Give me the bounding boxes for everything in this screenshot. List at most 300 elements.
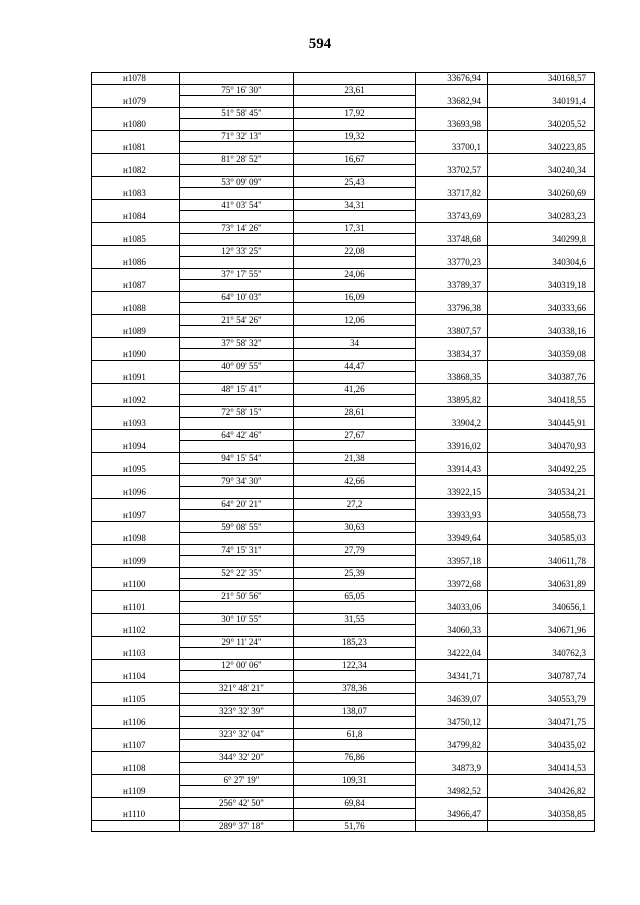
table-row	[92, 476, 595, 488]
angle-cell-empty	[180, 694, 294, 706]
x-cell-empty	[416, 821, 488, 833]
x-coordinate: 33743,69	[416, 211, 488, 223]
distance-cell-empty	[294, 211, 416, 223]
distance-cell-empty	[294, 188, 416, 200]
x-cell-empty	[416, 177, 488, 189]
angle-cell-empty	[180, 510, 294, 522]
table-row	[92, 510, 595, 522]
point-cell-empty	[92, 154, 180, 166]
x-coordinate: 33895,82	[416, 395, 488, 407]
table-row	[92, 165, 595, 177]
segment-length: 378,36	[294, 683, 416, 695]
point-cell-empty	[92, 177, 180, 189]
direction-angle: 29° 11' 24"	[180, 637, 294, 649]
table-row	[92, 637, 595, 649]
x-cell-empty	[416, 798, 488, 810]
x-cell-empty	[416, 108, 488, 120]
table-row	[92, 591, 595, 603]
point-cell-empty	[92, 706, 180, 718]
x-cell-empty	[416, 85, 488, 97]
direction-angle: 344° 32' 20"	[180, 752, 294, 764]
y-cell-empty	[488, 499, 595, 511]
y-coordinate: 340426,82	[488, 786, 595, 798]
y-coordinate: 340387,76	[488, 372, 595, 384]
distance-cell-empty	[294, 142, 416, 154]
segment-length: 17,92	[294, 108, 416, 120]
angle-cell-empty	[180, 533, 294, 545]
segment-length: 51,76	[294, 821, 416, 833]
angle-cell-empty	[180, 418, 294, 430]
x-cell-empty	[416, 154, 488, 166]
point-name: н1110	[92, 809, 180, 821]
point-name: н1102	[92, 625, 180, 637]
distance-cell-empty	[294, 464, 416, 476]
direction-angle: 6° 27' 19"	[180, 775, 294, 787]
angle-cell-empty	[180, 372, 294, 384]
point-name: н1081	[92, 142, 180, 154]
segment-length: 12,06	[294, 315, 416, 327]
x-cell-empty	[416, 430, 488, 442]
y-cell-empty	[488, 522, 595, 534]
direction-angle: 51° 58' 45"	[180, 108, 294, 120]
x-cell-empty	[416, 338, 488, 350]
table-row	[92, 384, 595, 396]
point-cell-empty	[92, 637, 180, 649]
y-coordinate: 340534,21	[488, 487, 595, 499]
table-row	[92, 338, 595, 350]
direction-angle: 323° 32' 39"	[180, 706, 294, 718]
point-cell-empty	[92, 453, 180, 465]
table-row	[92, 487, 595, 499]
segment-length: 109,31	[294, 775, 416, 787]
table-row	[92, 717, 595, 729]
point-name: н1097	[92, 510, 180, 522]
segment-length: 34	[294, 338, 416, 350]
point-cell-empty	[92, 614, 180, 626]
point-name: н1108	[92, 763, 180, 775]
angle-cell-empty	[180, 809, 294, 821]
table-row	[92, 257, 595, 269]
angle-cell-empty	[180, 717, 294, 729]
table-row	[92, 108, 595, 120]
direction-angle: 94° 15' 54"	[180, 453, 294, 465]
angle-cell-empty	[180, 165, 294, 177]
y-cell-empty	[488, 637, 595, 649]
angle-cell-empty	[180, 625, 294, 637]
y-cell-empty	[488, 246, 595, 258]
x-coordinate: 33904,2	[416, 418, 488, 430]
point-name: н1093	[92, 418, 180, 430]
y-cell-empty	[488, 108, 595, 120]
direction-angle: 72° 58' 15"	[180, 407, 294, 419]
y-coordinate: 340787,74	[488, 671, 595, 683]
x-coordinate: 33682,94	[416, 96, 488, 108]
direction-angle: 81° 28' 52"	[180, 154, 294, 166]
point-cell-empty	[92, 131, 180, 143]
distance-cell-empty	[294, 786, 416, 798]
direction-angle: 21° 50' 56"	[180, 591, 294, 603]
y-cell-empty	[488, 752, 595, 764]
angle-cell-empty	[180, 73, 294, 85]
point-name: н1079	[92, 96, 180, 108]
y-cell-empty	[488, 476, 595, 488]
x-coordinate: 34750,12	[416, 717, 488, 729]
x-coordinate: 33693,98	[416, 119, 488, 131]
table-row	[92, 694, 595, 706]
point-name: н1096	[92, 487, 180, 499]
table-row	[92, 349, 595, 361]
y-coordinate: 340414,53	[488, 763, 595, 775]
x-coordinate: 33957,18	[416, 556, 488, 568]
segment-length: 41,26	[294, 384, 416, 396]
point-name: н1092	[92, 395, 180, 407]
angle-cell-empty	[180, 740, 294, 752]
table-row	[92, 154, 595, 166]
segment-length: 24,06	[294, 269, 416, 281]
x-cell-empty	[416, 614, 488, 626]
segment-length: 44,47	[294, 361, 416, 373]
angle-cell-empty	[180, 96, 294, 108]
x-coordinate: 33676,94	[416, 73, 488, 85]
table-row	[92, 188, 595, 200]
table-row	[92, 464, 595, 476]
table-row	[92, 85, 595, 97]
segment-length: 69,84	[294, 798, 416, 810]
point-cell-empty	[92, 729, 180, 741]
segment-length: 28,61	[294, 407, 416, 419]
angle-cell-empty	[180, 763, 294, 775]
table-row	[92, 418, 595, 430]
x-cell-empty	[416, 453, 488, 465]
table-row	[92, 671, 595, 683]
angle-cell-empty	[180, 786, 294, 798]
x-coordinate: 34639,07	[416, 694, 488, 706]
direction-angle: 256° 42' 50"	[180, 798, 294, 810]
y-cell-empty	[488, 223, 595, 235]
segment-length: 22,08	[294, 246, 416, 258]
y-coordinate: 340338,16	[488, 326, 595, 338]
y-cell-empty	[488, 200, 595, 212]
y-cell-empty	[488, 361, 595, 373]
distance-cell-empty	[294, 694, 416, 706]
y-cell-empty	[488, 798, 595, 810]
point-name: н1091	[92, 372, 180, 384]
x-cell-empty	[416, 476, 488, 488]
y-cell-empty	[488, 614, 595, 626]
x-cell-empty	[416, 568, 488, 580]
distance-cell-empty	[294, 648, 416, 660]
y-coordinate: 340671,96	[488, 625, 595, 637]
direction-angle: 37° 17' 55"	[180, 269, 294, 281]
direction-angle: 12° 33' 25"	[180, 246, 294, 258]
direction-angle: 79° 34' 30"	[180, 476, 294, 488]
point-cell-empty	[92, 499, 180, 511]
x-cell-empty	[416, 545, 488, 557]
table-row	[92, 556, 595, 568]
angle-cell-empty	[180, 280, 294, 292]
angle-cell-empty	[180, 188, 294, 200]
table-row	[92, 453, 595, 465]
x-cell-empty	[416, 361, 488, 373]
x-coordinate: 33770,23	[416, 257, 488, 269]
table-row	[92, 234, 595, 246]
segment-length: 16,67	[294, 154, 416, 166]
table-row	[92, 372, 595, 384]
distance-cell-empty	[294, 556, 416, 568]
y-cell-empty	[488, 154, 595, 166]
distance-cell-empty	[294, 165, 416, 177]
distance-cell-empty	[294, 234, 416, 246]
direction-angle: 321° 48' 21"	[180, 683, 294, 695]
point-cell-empty	[92, 591, 180, 603]
angle-cell-empty	[180, 234, 294, 246]
point-cell-empty	[92, 430, 180, 442]
y-cell-empty	[488, 407, 595, 419]
direction-angle: 40° 09' 55"	[180, 361, 294, 373]
y-coordinate: 340358,85	[488, 809, 595, 821]
distance-cell-empty	[294, 280, 416, 292]
segment-length: 42,66	[294, 476, 416, 488]
segment-length: 76,86	[294, 752, 416, 764]
table-row	[92, 614, 595, 626]
table-row	[92, 407, 595, 419]
direction-angle: 74° 15' 31"	[180, 545, 294, 557]
y-coordinate: 340631,89	[488, 579, 595, 591]
table-row	[92, 660, 595, 672]
segment-length: 27,2	[294, 499, 416, 511]
y-cell-empty	[488, 269, 595, 281]
point-cell-empty	[92, 752, 180, 764]
y-coordinate: 340492,25	[488, 464, 595, 476]
point-name: н1087	[92, 280, 180, 292]
x-coordinate: 34966,47	[416, 809, 488, 821]
table-row	[92, 395, 595, 407]
x-cell-empty	[416, 499, 488, 511]
table-row	[92, 292, 595, 304]
table-row	[92, 441, 595, 453]
angle-cell-empty	[180, 303, 294, 315]
point-name: н1095	[92, 464, 180, 476]
y-coordinate: 340260,69	[488, 188, 595, 200]
point-cell-empty	[92, 775, 180, 787]
point-cell-empty	[92, 246, 180, 258]
y-coordinate: 340319,18	[488, 280, 595, 292]
y-cell-empty	[488, 729, 595, 741]
angle-cell-empty	[180, 556, 294, 568]
segment-length: 25,39	[294, 568, 416, 580]
angle-cell-empty	[180, 579, 294, 591]
point-name: н1090	[92, 349, 180, 361]
distance-cell-empty	[294, 487, 416, 499]
table-row	[92, 533, 595, 545]
x-cell-empty	[416, 315, 488, 327]
x-cell-empty	[416, 292, 488, 304]
segment-length: 23,61	[294, 85, 416, 97]
table-row	[92, 430, 595, 442]
point-name: н1101	[92, 602, 180, 614]
y-cell-empty	[488, 430, 595, 442]
table-row	[92, 269, 595, 281]
y-coordinate: 340558,73	[488, 510, 595, 522]
angle-cell-empty	[180, 211, 294, 223]
direction-angle: 30° 10' 55"	[180, 614, 294, 626]
segment-length: 17,31	[294, 223, 416, 235]
y-cell-empty	[488, 591, 595, 603]
angle-cell-empty	[180, 648, 294, 660]
y-cell-empty	[488, 568, 595, 580]
table-row	[92, 223, 595, 235]
table-row	[92, 303, 595, 315]
angle-cell-empty	[180, 349, 294, 361]
segment-length: 34,31	[294, 200, 416, 212]
distance-cell-empty	[294, 418, 416, 430]
x-coordinate: 33748,68	[416, 234, 488, 246]
table-row	[92, 73, 595, 85]
direction-angle: 75° 16' 30"	[180, 85, 294, 97]
x-coordinate: 33933,93	[416, 510, 488, 522]
direction-angle: 21° 54' 26"	[180, 315, 294, 327]
y-cell-empty	[488, 775, 595, 787]
point-cell-empty	[92, 223, 180, 235]
point-name: н1089	[92, 326, 180, 338]
table-row	[92, 579, 595, 591]
table-row	[92, 96, 595, 108]
table-row	[92, 625, 595, 637]
y-cell-empty	[488, 85, 595, 97]
table-row	[92, 798, 595, 810]
direction-angle: 71° 32' 13"	[180, 131, 294, 143]
y-coordinate: 340304,6	[488, 257, 595, 269]
table-row	[92, 729, 595, 741]
x-coordinate: 33702,57	[416, 165, 488, 177]
point-cell-empty	[92, 361, 180, 373]
point-name: н1104	[92, 671, 180, 683]
distance-cell-empty	[294, 510, 416, 522]
point-cell-empty	[92, 798, 180, 810]
x-coordinate: 33868,35	[416, 372, 488, 384]
y-cell-empty	[488, 453, 595, 465]
table-row	[92, 740, 595, 752]
point-name: н1078	[92, 73, 180, 85]
direction-angle: 59° 08' 55"	[180, 522, 294, 534]
table-row	[92, 200, 595, 212]
x-cell-empty	[416, 637, 488, 649]
angle-cell-empty	[180, 395, 294, 407]
point-cell-empty	[92, 315, 180, 327]
table-row	[92, 326, 595, 338]
angle-cell-empty	[180, 602, 294, 614]
y-cell-empty	[488, 545, 595, 557]
angle-cell-empty	[180, 326, 294, 338]
direction-angle: 12° 00' 06"	[180, 660, 294, 672]
x-coordinate: 34982,52	[416, 786, 488, 798]
angle-cell-empty	[180, 464, 294, 476]
x-coordinate: 33700,1	[416, 142, 488, 154]
x-cell-empty	[416, 131, 488, 143]
table-row	[92, 246, 595, 258]
x-cell-empty	[416, 200, 488, 212]
x-cell-empty	[416, 706, 488, 718]
coordinates-table	[91, 72, 595, 832]
x-coordinate: 34060,33	[416, 625, 488, 637]
distance-cell-empty	[294, 303, 416, 315]
distance-cell-empty	[294, 96, 416, 108]
x-coordinate: 33972,68	[416, 579, 488, 591]
y-coordinate: 340656,1	[488, 602, 595, 614]
x-coordinate: 33949,64	[416, 533, 488, 545]
direction-angle: 289° 37' 18"	[180, 821, 294, 833]
y-cell-empty	[488, 177, 595, 189]
point-cell-empty	[92, 545, 180, 557]
direction-angle: 73° 14' 26"	[180, 223, 294, 235]
segment-length: 31,55	[294, 614, 416, 626]
table-row	[92, 752, 595, 764]
y-coordinate: 340611,78	[488, 556, 595, 568]
y-coordinate: 340299,8	[488, 234, 595, 246]
point-cell-empty	[92, 568, 180, 580]
angle-cell-empty	[180, 119, 294, 131]
distance-cell-empty	[294, 809, 416, 821]
y-coordinate: 340223,85	[488, 142, 595, 154]
point-name: н1105	[92, 694, 180, 706]
x-coordinate: 34799,82	[416, 740, 488, 752]
distance-cell-empty	[294, 441, 416, 453]
x-coordinate: 33789,37	[416, 280, 488, 292]
point-name: н1085	[92, 234, 180, 246]
table-row	[92, 499, 595, 511]
point-name: н1080	[92, 119, 180, 131]
direction-angle: 64° 42' 46"	[180, 430, 294, 442]
y-coordinate: 340283,23	[488, 211, 595, 223]
x-coordinate: 34222,04	[416, 648, 488, 660]
x-coordinate: 34341,71	[416, 671, 488, 683]
y-cell-empty	[488, 660, 595, 672]
y-coordinate: 340333,66	[488, 303, 595, 315]
y-cell-empty	[488, 131, 595, 143]
y-cell-empty	[488, 821, 595, 833]
point-cell-empty	[92, 384, 180, 396]
angle-cell-empty	[180, 257, 294, 269]
angle-cell-empty	[180, 671, 294, 683]
x-cell-empty	[416, 729, 488, 741]
table-row	[92, 315, 595, 327]
table-row	[92, 177, 595, 189]
y-cell-empty	[488, 706, 595, 718]
direction-angle: 53° 09' 09"	[180, 177, 294, 189]
angle-cell-empty	[180, 142, 294, 154]
table-row	[92, 568, 595, 580]
y-coordinate: 340191,4	[488, 96, 595, 108]
table-row	[92, 809, 595, 821]
point-cell-empty	[92, 476, 180, 488]
y-coordinate: 340445,91	[488, 418, 595, 430]
point-cell-empty	[92, 292, 180, 304]
y-coordinate: 340435,02	[488, 740, 595, 752]
table-row	[92, 821, 595, 833]
table-row	[92, 648, 595, 660]
x-coordinate: 33834,37	[416, 349, 488, 361]
point-name: н1106	[92, 717, 180, 729]
y-coordinate: 340471,75	[488, 717, 595, 729]
point-cell-empty	[92, 338, 180, 350]
point-cell-empty	[92, 683, 180, 695]
table-row	[92, 361, 595, 373]
x-coordinate: 33807,57	[416, 326, 488, 338]
table-row	[92, 280, 595, 292]
segment-length: 65,05	[294, 591, 416, 603]
table-row	[92, 119, 595, 131]
table-row	[92, 706, 595, 718]
